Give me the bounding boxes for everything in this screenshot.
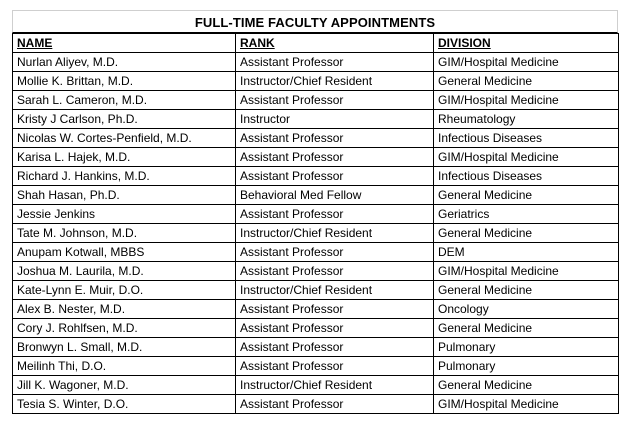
rank-cell[interactable]: Instructor/Chief Resident	[236, 224, 434, 243]
rank-cell[interactable]: Instructor/Chief Resident	[236, 376, 434, 395]
division-cell[interactable]: DEM	[434, 243, 619, 262]
division-cell[interactable]: Infectious Diseases	[434, 129, 619, 148]
table-row	[13, 186, 619, 205]
rank-cell[interactable]: Assistant Professor	[236, 53, 434, 72]
column-header-division[interactable]: DIVISION	[434, 34, 619, 53]
division-cell[interactable]: General Medicine	[434, 72, 619, 91]
table-row	[13, 129, 619, 148]
rank-cell[interactable]: Assistant Professor	[236, 148, 434, 167]
rank-cell[interactable]: Instructor/Chief Resident	[236, 281, 434, 300]
name-cell[interactable]: Kristy J Carlson, Ph.D.	[13, 110, 236, 129]
table-row	[13, 205, 619, 224]
faculty-table	[12, 33, 619, 414]
table-row	[13, 281, 619, 300]
rank-cell[interactable]: Assistant Professor	[236, 129, 434, 148]
division-cell[interactable]: Oncology	[434, 300, 619, 319]
name-cell[interactable]: Nurlan Aliyev, M.D.	[13, 53, 236, 72]
column-header-rank[interactable]: RANK	[236, 34, 434, 53]
table-row	[13, 91, 619, 110]
rank-cell[interactable]: Assistant Professor	[236, 205, 434, 224]
table-row	[13, 319, 619, 338]
rank-cell[interactable]: Assistant Professor	[236, 338, 434, 357]
name-cell[interactable]: Shah Hasan, Ph.D.	[13, 186, 236, 205]
name-cell[interactable]: Sarah L. Cameron, M.D.	[13, 91, 236, 110]
table-row	[13, 262, 619, 281]
sheet-title: FULL-TIME FACULTY APPOINTMENTS	[12, 10, 618, 33]
division-cell[interactable]: General Medicine	[434, 224, 619, 243]
rank-cell[interactable]: Assistant Professor	[236, 91, 434, 110]
name-cell[interactable]: Tesia S. Winter, D.O.	[13, 395, 236, 414]
table-row	[13, 243, 619, 262]
division-cell[interactable]: General Medicine	[434, 319, 619, 338]
name-cell[interactable]: Cory J. Rohlfsen, M.D.	[13, 319, 236, 338]
rank-cell[interactable]: Assistant Professor	[236, 262, 434, 281]
name-cell[interactable]: Jessie Jenkins	[13, 205, 236, 224]
name-cell[interactable]: Tate M. Johnson, M.D.	[13, 224, 236, 243]
table-row	[13, 72, 619, 91]
name-cell[interactable]: Mollie K. Brittan, M.D.	[13, 72, 236, 91]
table-row	[13, 148, 619, 167]
name-cell[interactable]: Alex B. Nester, M.D.	[13, 300, 236, 319]
name-cell[interactable]: Joshua M. Laurila, M.D.	[13, 262, 236, 281]
division-cell[interactable]: Geriatrics	[434, 205, 619, 224]
division-cell[interactable]: Infectious Diseases	[434, 167, 619, 186]
name-cell[interactable]: Meilinh Thi, D.O.	[13, 357, 236, 376]
division-cell[interactable]: GIM/Hospital Medicine	[434, 91, 619, 110]
rank-cell[interactable]: Assistant Professor	[236, 395, 434, 414]
table-row	[13, 395, 619, 414]
table-row	[13, 53, 619, 72]
name-cell[interactable]: Karisa L. Hajek, M.D.	[13, 148, 236, 167]
division-cell[interactable]: GIM/Hospital Medicine	[434, 395, 619, 414]
name-cell[interactable]: Nicolas W. Cortes-Penfield, M.D.	[13, 129, 236, 148]
division-cell[interactable]: General Medicine	[434, 186, 619, 205]
division-cell[interactable]: General Medicine	[434, 281, 619, 300]
division-cell[interactable]: Rheumatology	[434, 110, 619, 129]
division-cell[interactable]: GIM/Hospital Medicine	[434, 148, 619, 167]
name-cell[interactable]: Richard J. Hankins, M.D.	[13, 167, 236, 186]
division-cell[interactable]: GIM/Hospital Medicine	[434, 262, 619, 281]
table-row	[13, 338, 619, 357]
division-cell[interactable]: GIM/Hospital Medicine	[434, 53, 619, 72]
table-row	[13, 167, 619, 186]
name-cell[interactable]: Bronwyn L. Small, M.D.	[13, 338, 236, 357]
rank-cell[interactable]: Assistant Professor	[236, 300, 434, 319]
rank-cell[interactable]: Behavioral Med Fellow	[236, 186, 434, 205]
table-row	[13, 376, 619, 395]
column-header-name[interactable]: NAME	[13, 34, 236, 53]
name-cell[interactable]: Jill K. Wagoner, M.D.	[13, 376, 236, 395]
table-row	[13, 300, 619, 319]
rank-cell[interactable]: Assistant Professor	[236, 319, 434, 338]
division-cell[interactable]: Pulmonary	[434, 338, 619, 357]
header-row	[13, 34, 619, 53]
table-row	[13, 357, 619, 376]
rank-cell[interactable]: Assistant Professor	[236, 243, 434, 262]
division-cell[interactable]: Pulmonary	[434, 357, 619, 376]
rank-cell[interactable]: Assistant Professor	[236, 167, 434, 186]
table-row	[13, 224, 619, 243]
division-cell[interactable]: General Medicine	[434, 376, 619, 395]
rank-cell[interactable]: Instructor	[236, 110, 434, 129]
table-row	[13, 110, 619, 129]
rank-cell[interactable]: Instructor/Chief Resident	[236, 72, 434, 91]
rank-cell[interactable]: Assistant Professor	[236, 357, 434, 376]
name-cell[interactable]: Kate-Lynn E. Muir, D.O.	[13, 281, 236, 300]
name-cell[interactable]: Anupam Kotwall, MBBS	[13, 243, 236, 262]
